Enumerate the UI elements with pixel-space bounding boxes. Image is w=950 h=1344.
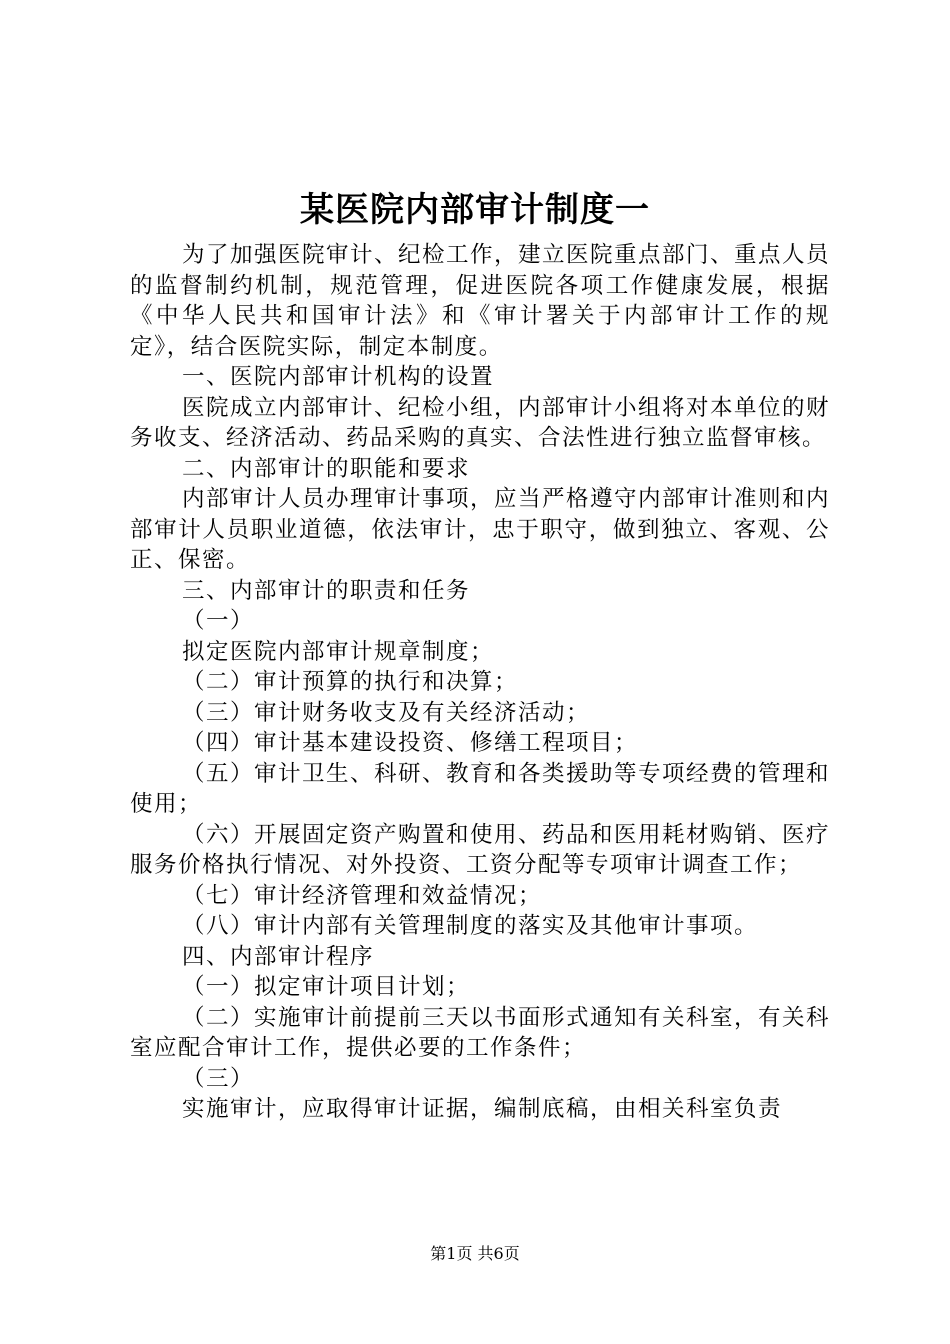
list-item: 实施审计，应取得审计证据，编制底稿，由相关科室负责 [182,1096,783,1122]
section-2-paragraph: 内部审计人员办理审计事项，应当严格遵守内部审计准则和内部审计人员职业道德，依法审计，忠于职守，做到独立、客观、公正、保密。 [130,486,831,573]
section-heading-4: 四、内部审计程序 [182,943,375,970]
document-body [130,240,830,1125]
list-item-marker: （三） [182,1065,255,1092]
list-item-marker: （一） [182,608,255,634]
list-item: （二）实施审计前提前三天以书面形式通知有关科室，有关科室应配合审计工作，提供必要的工作条件； [130,1004,831,1061]
section-heading-3: 三、内部审计的职责和任务 [182,577,471,604]
list-item: （三）审计财务收支及有关经济活动； [182,699,591,726]
list-item: （六）开展固定资产购置和使用、药品和医用耗材购销、医疗服务价格执行情况、对外投资、工资分配等专项审计调查工作； [130,821,831,878]
list-item: （四）审计基本建设投资、修缮工程项目； [182,730,639,756]
section-heading-1: 一、医院内部审计机构的设置 [182,364,495,390]
document-title: 某医院内部审计制度一 [300,190,650,230]
list-item: 拟定医院内部审计规章制度； [182,638,495,665]
list-item: （二）审计预算的执行和决算； [182,669,519,695]
list-item: （七）审计经济管理和效益情况； [182,882,543,909]
list-item: （八）审计内部有关管理制度的落实及其他审计事项。 [182,913,759,939]
section-1-paragraph: 医院成立内部审计、纪检小组，内部审计小组将对本单位的财务收支、经济活动、药品采购的真实、合法性进行独立监督审核。 [130,394,831,451]
list-item: （五）审计卫生、科研、教育和各类援助等专项经费的管理和使用； [130,760,831,817]
list-item: （一）拟定审计项目计划； [182,974,471,1000]
page-number: 第1页 共6页 [430,1244,520,1263]
section-heading-2: 二、内部审计的职能和要求 [182,455,471,482]
intro-paragraph: 为了加强医院审计、纪检工作，建立医院重点部门、重点人员的监督制约机制，规范管理，促进医院各项工作健康发展，根据《中华人民共和国审计法》和《审计署关于内部审计工作的规定》，结合医院实际，制定本制度。 [130,242,831,360]
